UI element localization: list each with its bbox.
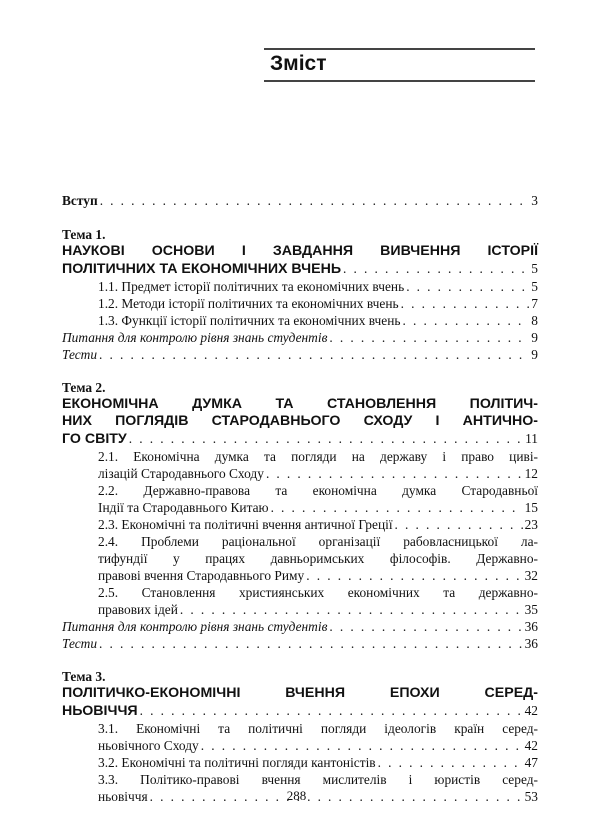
- toc-entry[interactable]: 1.3. Функції історії політичних та економічних вчень . . . 8: [62, 312, 538, 329]
- toc-entry[interactable]: 2.2. Державно-правова та економічна думка Стародавньої Індії та Стародавнього Китаю . . . 15: [62, 482, 538, 516]
- toc-entry-intro[interactable]: Вступ . . . 3: [62, 192, 538, 209]
- page-title: Зміст: [270, 52, 327, 75]
- toc-entry[interactable]: 1.2. Методи історії політичних та економічних вчень . . . 7: [62, 295, 538, 312]
- toc-entry[interactable]: 3.3. Політико-правові вчення мислителів і юристів серед- ньовіччя . . . 53: [62, 771, 538, 805]
- leader-dots: [100, 192, 530, 209]
- toc-entry-tests[interactable]: Тести . . . 9: [62, 346, 538, 363]
- toc-entry[interactable]: 1.1. Предмет історії політичних та економічних вчень . . . 5: [62, 278, 538, 295]
- title-top-rule: [264, 48, 535, 50]
- leader-dots: [343, 260, 529, 277]
- topic-heading-line: ПОЛІТИЧКО-ЕКОНОМІЧНІ ВЧЕННЯ ЕПОХИ СЕРЕД-: [62, 685, 538, 701]
- toc-entry[interactable]: 2.5. Становлення християнських економічних та державно- правових ідей . . . 35: [62, 584, 538, 618]
- toc-entry-topic1[interactable]: ПОЛІТИЧНИХ ТА ЕКОНОМІЧНИХ ВЧЕНЬ . . . 5: [62, 260, 538, 278]
- toc-entry-tests[interactable]: Тести . . . 36: [62, 635, 538, 652]
- toc-entry-questions[interactable]: Питання для контролю рівня знань студентів . . . 36: [62, 618, 538, 635]
- toc-entry-questions[interactable]: Питання для контролю рівня знань студентів . . . 9: [62, 329, 538, 346]
- topic-heading-line: НАУКОВІ ОСНОВИ І ЗАВДАННЯ ВИВЧЕННЯ ІСТОРІЇ: [62, 243, 538, 259]
- topic-label: Тема 3.: [62, 669, 106, 684]
- topic-heading-line: ЕКОНОМІЧНА ДУМКА ТА СТАНОВЛЕННЯ ПОЛІТИЧ-: [62, 396, 538, 412]
- toc-entry[interactable]: 2.3. Економічні та політичні вчення античної Греції . . . 23: [62, 516, 538, 533]
- page-number: 288: [286, 788, 307, 803]
- topic-2: [62, 379, 538, 652]
- title-bottom-rule: [264, 80, 535, 82]
- toc-entry[interactable]: 2.1. Економічна думка та погляди на державу і право циві- лізацій Стародавнього Сходу . . . 12: [62, 448, 538, 482]
- toc-entry[interactable]: 2.4. Проблеми раціональної організації рабовласницької ла- тифундії у працях давньоримських філософів. Державно- правові вчення Стародавнього Риму . . . 32: [62, 533, 538, 584]
- topic-3: [62, 668, 538, 805]
- toc-entry-topic3[interactable]: НЬОВІЧЧЯ . . . 42: [62, 702, 538, 720]
- toc-entry[interactable]: 3.1. Економічні та політичні погляди ідеологів країн серед- ньовічного Сходу . . . 42: [62, 720, 538, 754]
- topic-1: [62, 226, 538, 363]
- topic-label: Тема 2.: [62, 380, 106, 395]
- table-of-contents: [62, 192, 538, 805]
- topic-heading-line: НИХ ПОГЛЯДІВ СТАРОДАВНЬОГО СХОДУ І АНТИЧНО-: [62, 413, 538, 429]
- toc-entry[interactable]: 3.2. Економічні та політичні погляди кантоністів . . . 47: [62, 754, 538, 771]
- toc-entry-topic2[interactable]: ГО СВІТУ . . . 11: [62, 430, 538, 448]
- topic-label: Тема 1.: [62, 227, 106, 242]
